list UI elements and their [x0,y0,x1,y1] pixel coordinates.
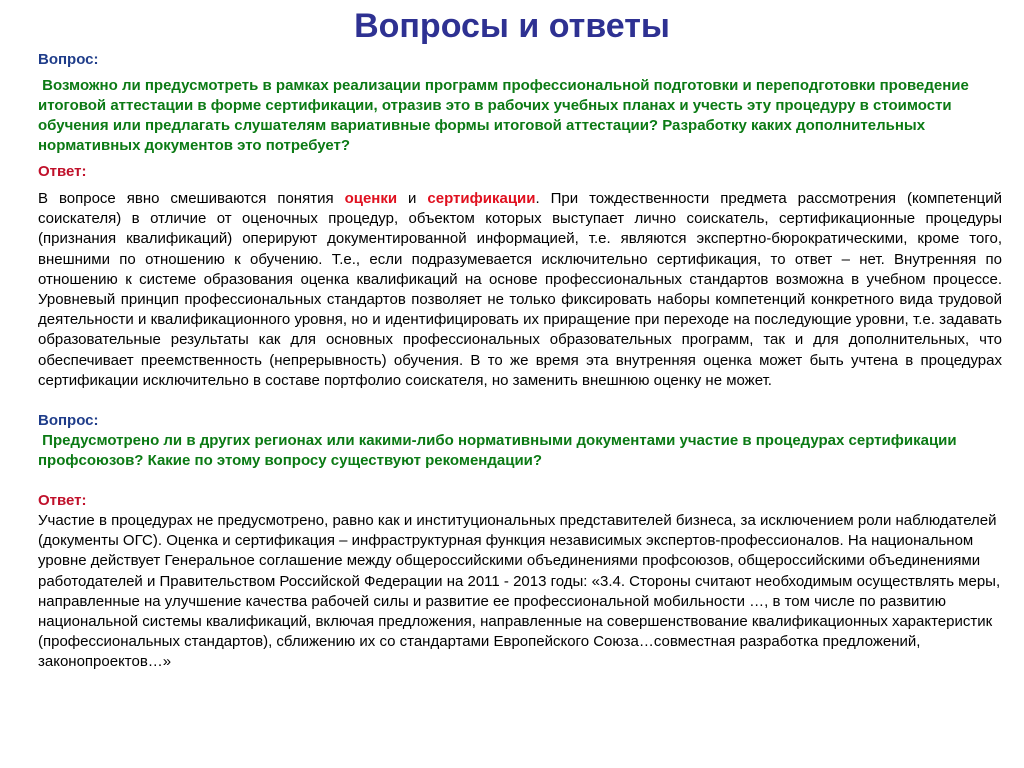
question-text-content: Предусмотрено ли в других регионах или какими-либо нормативными документами участие в процедурах сертификации профсоюзов? Какие по этому вопросу существуют рекомендации? [38,432,957,470]
qa-block-1 [38,50,1002,391]
answer-text-part: . При тождественности предмета рассмотрения (компетенций соискателя) в отличие от оценочных процедур, объектом которых выступает лично соискатель, сертификационные процедуры (признания квалификаций) оперируют документированной информацией, т.е. являются экспертно-бюрократическими, кроме того, внешними по отношению к обучению. Т.е., если подразумевается исключительно сертификация, то ответ – нет. Внутренняя по отношению к системе образования оценка квалификаций на основе профессиональных стандартов возможна в учебном процессе. Уровневый принцип профессиональных стандартов позволяет не только фиксировать наборы компетенций конкретного вида трудовой деятельности и квалификационного уровня, но и идентифицировать их приращение при переходе на последующие уровни, т.е. задавать образовательные результаты как для основных профессиональных образовательных программ, так и для дополнительных, что обеспечивает преемственность (непрерывность) обучения. В то же время эта внутренняя оценка может быть учтена в процедурах сертификации исключительно в составе портфолио соискателя, но заменить внешнюю оценку не может. [38,190,1002,389]
question-label: Вопрос: [38,51,99,68]
qa-block-2 [38,411,1002,673]
question-text [38,76,1002,156]
answer-text [38,189,1002,391]
answer-label: Ответ: [38,163,87,180]
highlight-term-assessment: оценки [344,190,398,207]
answer-text-part: и [397,190,428,207]
answer-label: Ответ: [38,492,87,510]
highlight-term-certification: сертификации [427,190,536,207]
question-text [38,431,1002,471]
question-text-content: Возможно ли предусмотреть в рамках реализации программ профессиональной подготовки и переподготовки проведение итоговой аттестации в форме сертификации, отразив это в рабочих учебных планах и учесть эту процедуру в стоимости обучения или предлагать слушателям вариативные формы итоговой аттестации? Разработку каких дополнительных нормативных документов это потребует? [38,77,969,154]
page-title: Вопросы и ответы [354,7,670,45]
qa-content [38,50,1002,673]
question-label: Вопрос: [38,412,99,430]
answer-text: Участие в процедурах не предусмотрено, равно как и институциональных представителей бизнеса, за исключением роли наблюдателей (документы ОГС). Оценка и сертификация – инфраструктурная функция независимых экспертов-профессионалов. На национальном уровне действует Генеральное соглашение между общероссийскими объединениями профсоюзов, общероссийскими объединениями работодателей и Правительством Российской Федерации на 2011 - 2013 годы: «3.4. Стороны считают необходимым осуществлять меры, направленные на улучшение качества рабочей силы и развитие ее профессиональной мобильности …, в том числе по развитию национальной системы квалификаций, включая предложения, направленные на совершенствование квалификационных характеристик (профессиональных стандартов), сближению их со стандартами Европейского Союза…совместная разработка предложений, законопроектов…» [38,512,1001,671]
answer-text-part: В вопросе явно смешиваются понятия [38,190,345,207]
